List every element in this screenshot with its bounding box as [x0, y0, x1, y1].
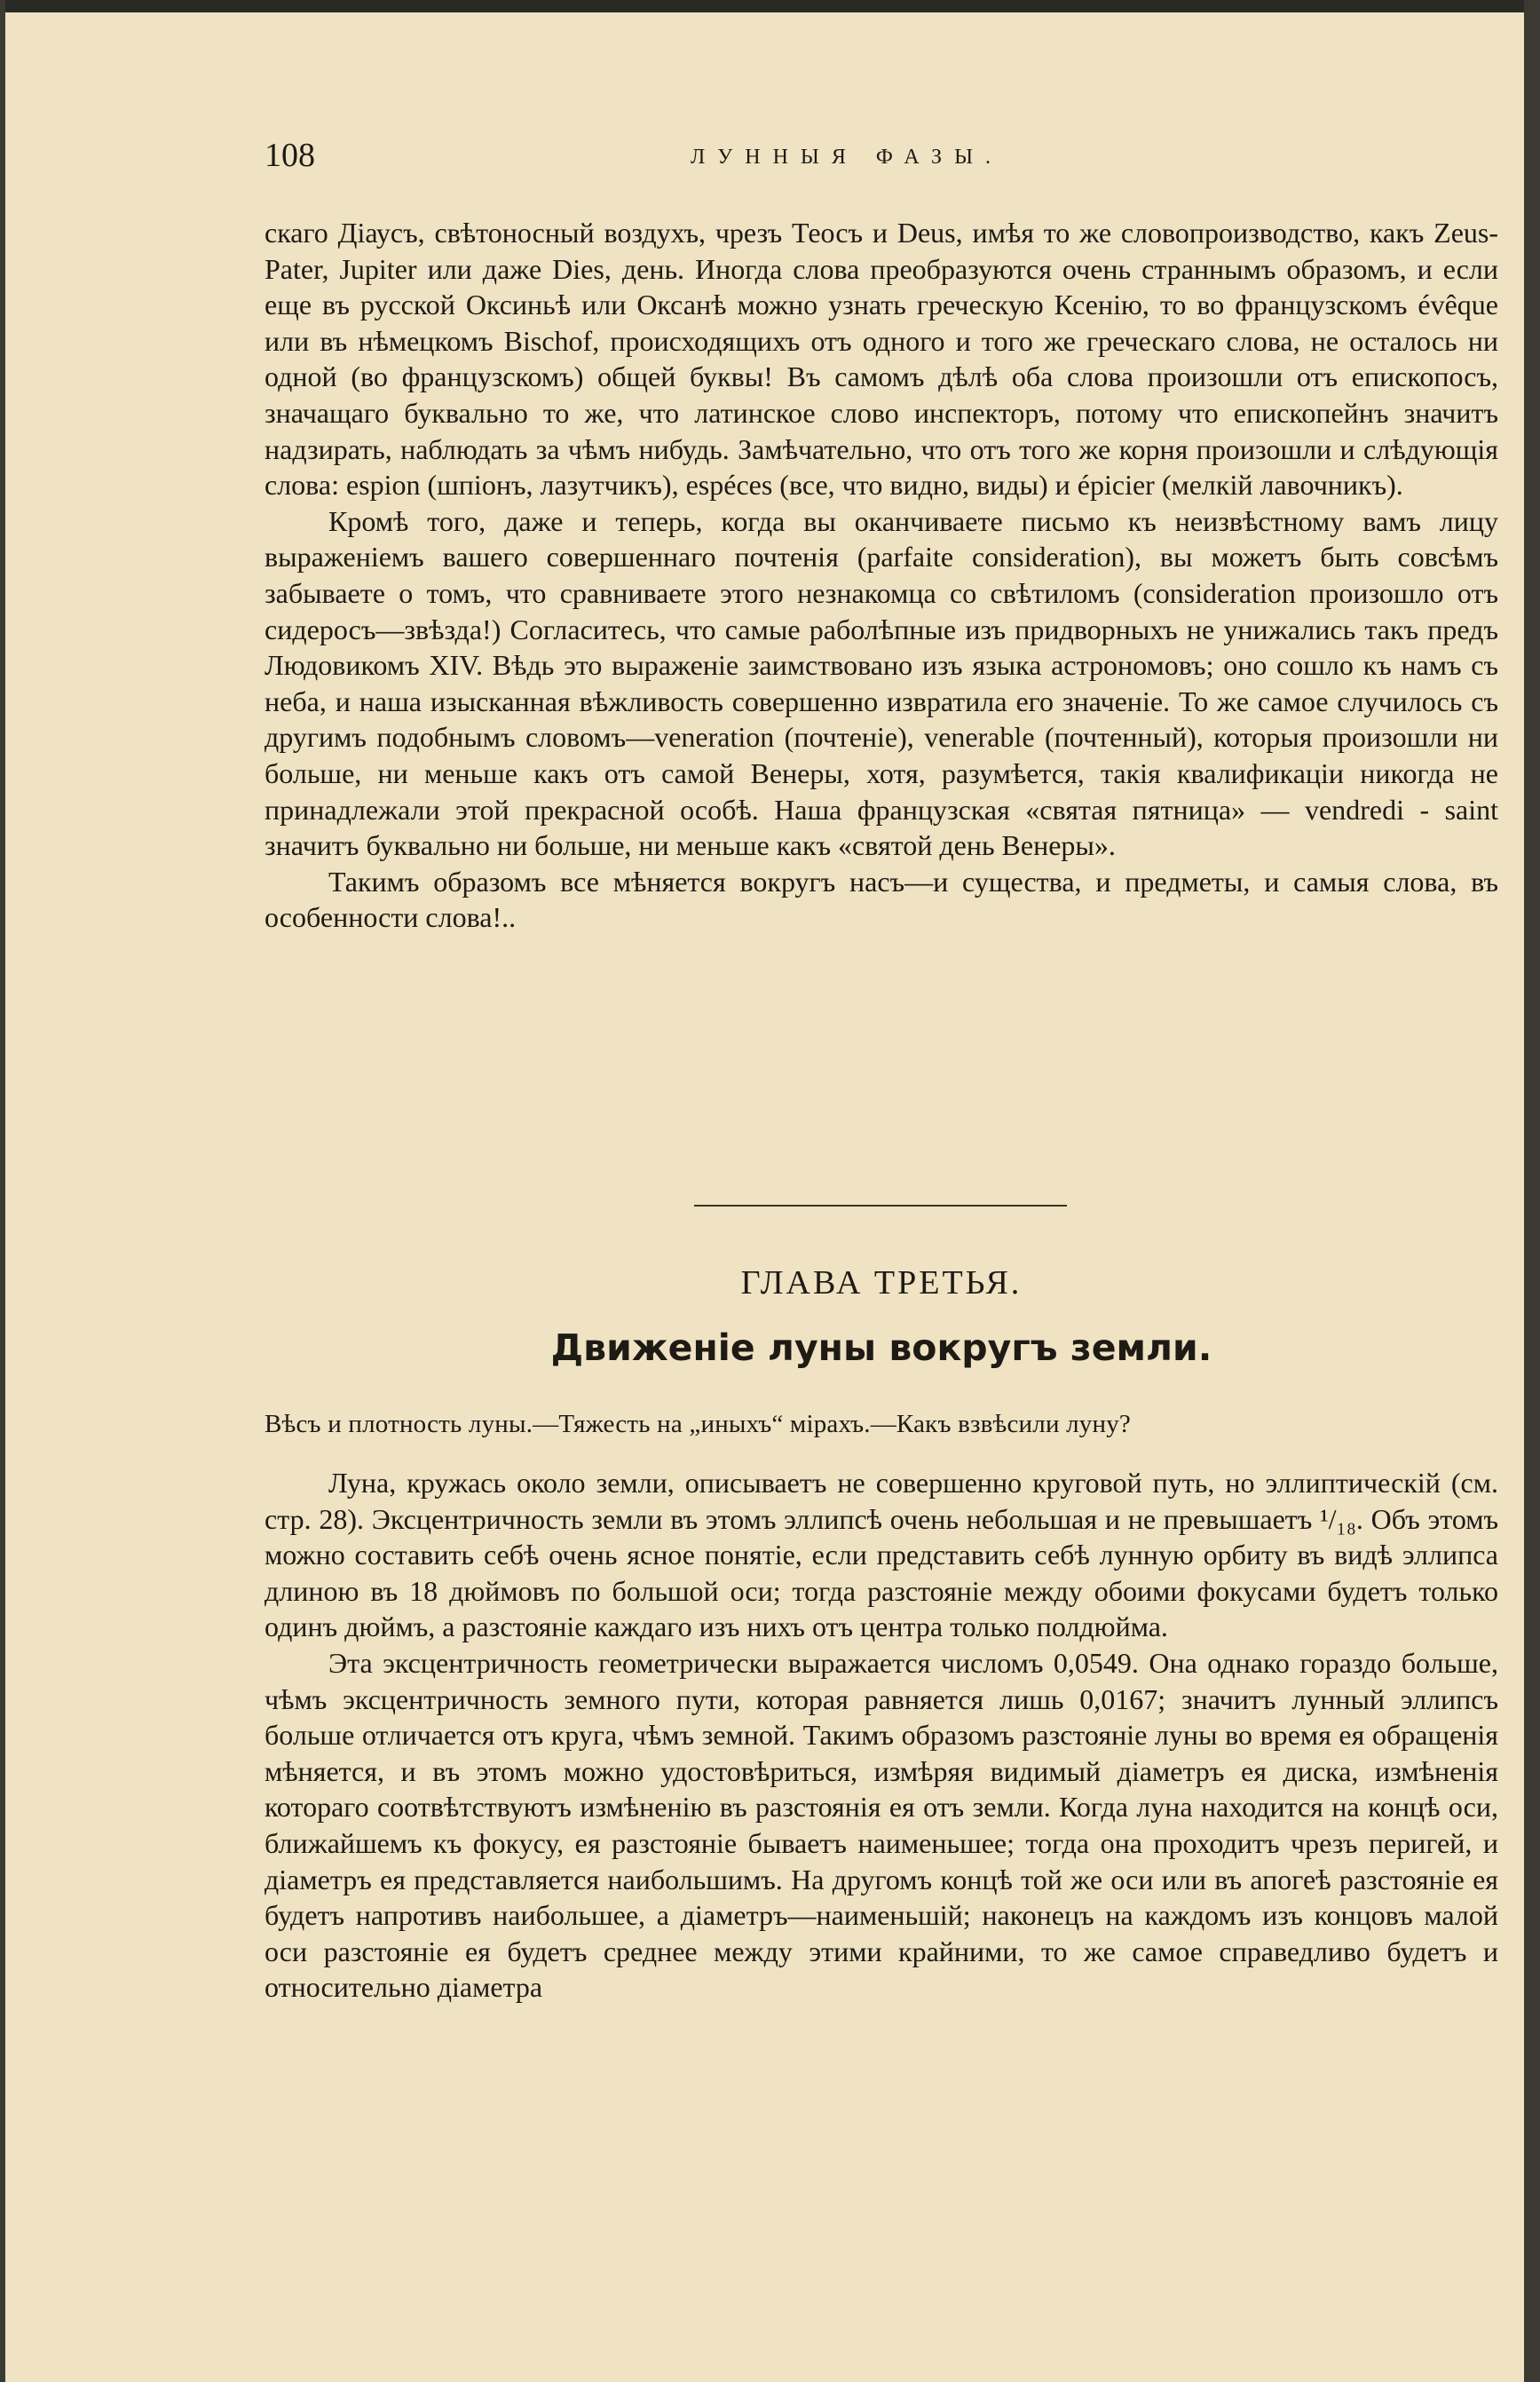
chapter-subtitle: Движеніе луны вокругъ земли.	[550, 1326, 1212, 1369]
page-header	[265, 133, 1498, 178]
paragraph: Кромѣ того, даже и теперь, когда вы оканчиваете письмо къ неизвѣстному вамъ лицу выраженіемъ вашего совершеннаго почтенія (parfaite considеration), вы можетъ быть совсѣмъ забываете о томъ, что сравниваете этого незнакомца со свѣтиломъ (considеration произошло отъ сидеросъ—звѣзда!) Согласитесь, что самые раболѣпные изъ придворныхъ не унижались такъ предъ Людовикомъ XIV. Вѣдь это выраженіе заимствовано изъ языка астрономовъ; оно сошло къ намъ съ неба, и наша изысканная вѣжливость совершенно извратила его значеніе. То же самое случилось съ другимъ подобнымъ словомъ—veneration (почтеніе), venerable (почтенный), которыя произошли ни больше, ни меньше какъ отъ самой Венеры, хотя, разумѣется, такія квалификаціи никогда не принадлежали этой прекрасной особѣ. Наша французская «святая пятница» — vendredi - saint значитъ буквально ни больше, ни меньше какъ «святой день Венеры».	[265, 504, 1498, 862]
paragraph: Луна, кружась около земли, описываетъ не совершенно круговой путь, но эллиптическій (см. стр. 28). Эксцентричность земли въ этомъ эллипсѣ очень небольшая и не превышаетъ ¹/₁₈. Объ этомъ можно составить себѣ очень ясное понятіе, если представить себѣ лунную орбиту въ видѣ эллипса длиною въ 18 дюймовъ по большой оси; тогда разстояніе между обоими фокусами будетъ только одинъ дюймъ, а разстояніе каждаго изъ нихъ отъ центра только полдюйма.	[265, 1467, 1498, 1643]
paragraph: Такимъ образомъ все мѣняется вокругъ насъ—и существа, и предметы, и самыя слова, въ особенности слова!..	[265, 865, 1498, 934]
paragraph-continued: скаго Діаусъ, свѣтоносный воздухъ, чрезъ Теосъ и Deus, имѣя то же словопроизводство, какъ Zeus-Pater, Jupiter или даже Dies, день. Иногда слова преобразуются очень страннымъ образомъ, и если еще въ русской Оксиньѣ или Оксанѣ можно узнать греческую Ксенію, то во французскомъ évêque или въ нѣмецкомъ Bischof, происходящихъ отъ одного и того же греческаго слова, не осталось ни одной (во французскомъ) общей буквы! Въ самомъ дѣлѣ оба слова произошли отъ епископосъ, значащаго буквально то же, что латинское слово инспекторъ, потому что епископейнъ значитъ надзирать, наблюдать за чѣмъ нибудь. Замѣчательно, что отъ того же корня произошли и слѣдующія слова: espion (шпіонъ, лазутчикъ), espéces (все, что видно, виды) и épicier (мелкій лавочникъ).	[265, 217, 1498, 502]
chapter-summary: Вѣсъ и плотность луны.—Тяжесть на „иныхъ“ мірахъ.—Какъ взвѣсили луну?	[265, 1410, 1131, 1438]
text-block-bottom	[265, 1465, 1498, 2006]
text-block-top	[265, 215, 1498, 936]
section-divider	[694, 1205, 1067, 1207]
running-title: ЛУННЫЯ ФАЗЫ.	[691, 146, 1004, 169]
chapter-title: ГЛАВА ТРЕТЬЯ.	[740, 1264, 1023, 1302]
scan-left-edge	[0, 0, 5, 2382]
paragraph: Эта эксцентричность геометрически выражается числомъ 0,0549. Она однако гораздо больше, чѣмъ эксцентричность земного пути, которая равняется лишь 0,0167; значитъ лунный эллипсъ больше отличается отъ круга, чѣмъ земной. Такимъ образомъ разстояніе луны во время ея обращенія мѣняется, и въ этомъ можно удостовѣриться, измѣряя видимый діаметръ ея диска, измѣненія котораго соотвѣтствуютъ измѣненію въ разстоянія ея отъ земли. Когда луна находится на концѣ оси, ближайшемъ къ фокусу, ея разстояніе бываетъ наименьшее; тогда она проходитъ чрезъ перигей, и діаметръ ея представляется наибольшимъ. На другомъ концѣ той же оси или въ апогеѣ разстояніе ея будетъ напротивъ наибольшее, а діаметръ—наименьшій; наконецъ на каждомъ изъ концовъ малой оси разстояніе ея будетъ среднее между этими крайними, то же самое справедливо будетъ и относительно діаметра	[265, 1646, 1498, 2004]
scan-right-edge	[1524, 0, 1540, 2382]
page-number: 108	[265, 137, 315, 174]
scan-top-edge	[0, 0, 1540, 12]
